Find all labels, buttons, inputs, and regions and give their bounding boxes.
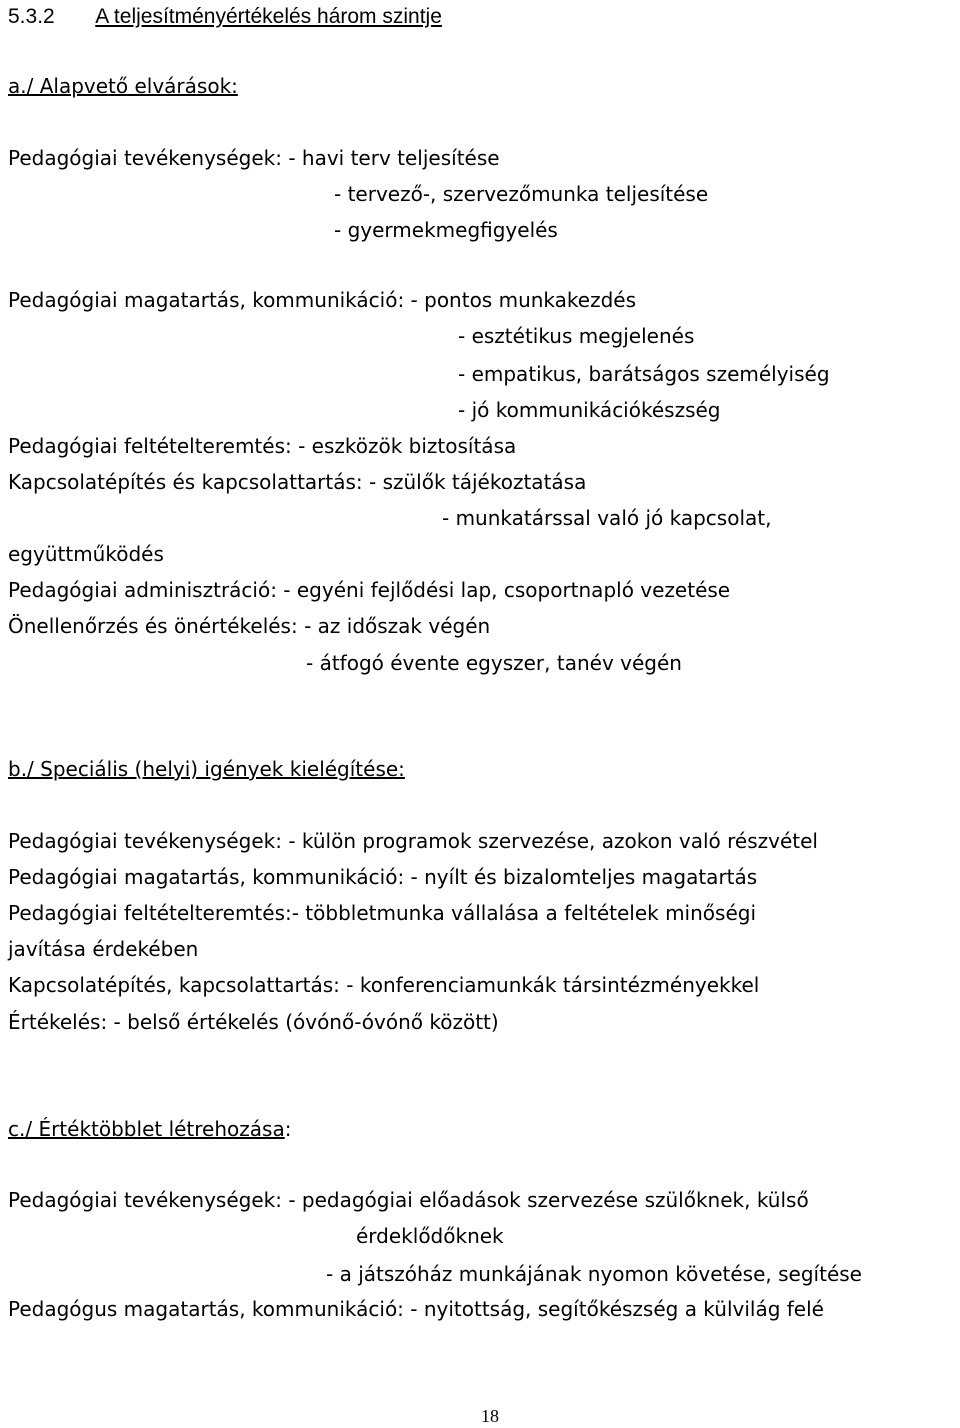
part-a-line: együttműködés [8,542,164,566]
part-b-line: Pedagógiai magatartás, kommunikáció: - nyílt és bizalomteljes magatartás [8,865,758,889]
part-b-line: Kapcsolatépítés, kapcsolattartás: - konferenciamunkák társintézményekkel [8,973,760,997]
part-c-line: Pedagógiai tevékenységek: - pedagógiai előadások szervezése szülőknek, külső [8,1188,809,1212]
part-a-line: Kapcsolatépítés és kapcsolattartás: - szülők tájékoztatása [8,470,587,494]
section-title: A teljesítményértékelés három szintje [95,5,442,28]
part-b-line: javítása érdekében [8,937,199,961]
part-c-line: Pedagógus magatartás, kommunikáció: - nyitottság, segítőkészség a külvilág felé [8,1297,824,1321]
part-a-heading: a./ Alapvető elvárások: [8,74,238,98]
part-b-line: Pedagógiai feltételteremtés:- többletmunka vállalása a feltételek minőségi [8,901,756,925]
part-a-line: Pedagógiai magatartás, kommunikáció: - pontos munkakezdés [8,288,636,312]
section-number: 5.3.2 [8,5,55,28]
part-a-line: Önellenőrzés és önértékelés: - az időszak végén [8,614,491,638]
part-b-heading: b./ Speciális (helyi) igények kielégítése: [8,757,405,781]
part-a-line: - tervező-, szervezőmunka teljesítése [334,182,709,206]
part-a-line: - gyermekmegfigyelés [334,218,558,242]
part-a-line: Pedagógiai feltételteremtés: - eszközök biztosítása [8,434,517,458]
part-a-line: - munkatárssal való jó kapcsolat, [442,506,772,530]
part-b-line: Értékelés: - belső értékelés (óvónő-óvónő között) [8,1010,499,1034]
part-a-line: - átfogó évente egyszer, tanév végén [306,651,682,675]
section-heading [8,5,442,29]
part-a-line: - jó kommunikációkészség [458,398,721,422]
part-c-heading [8,1117,291,1141]
page-number: 18 [481,1406,499,1426]
part-a-line: - esztétikus megjelenés [458,324,695,348]
part-c-heading-text: c./ Értéktöbblet létrehozása [8,1117,285,1141]
part-b-line: Pedagógiai tevékenységek: - külön programok szervezése, azokon való részvétel [8,829,818,853]
part-a-line: Pedagógiai tevékenységek: - havi terv teljesítése [8,146,500,170]
part-c-line: érdeklődőknek [356,1224,504,1248]
part-c-heading-colon: : [284,1117,292,1141]
part-c-line: - a játszóház munkájának nyomon követése, segítése [326,1262,862,1286]
part-a-line: Pedagógiai adminisztráció: - egyéni fejlődési lap, csoportnapló vezetése [8,578,731,602]
part-a-line: - empatikus, barátságos személyiség [458,362,830,386]
